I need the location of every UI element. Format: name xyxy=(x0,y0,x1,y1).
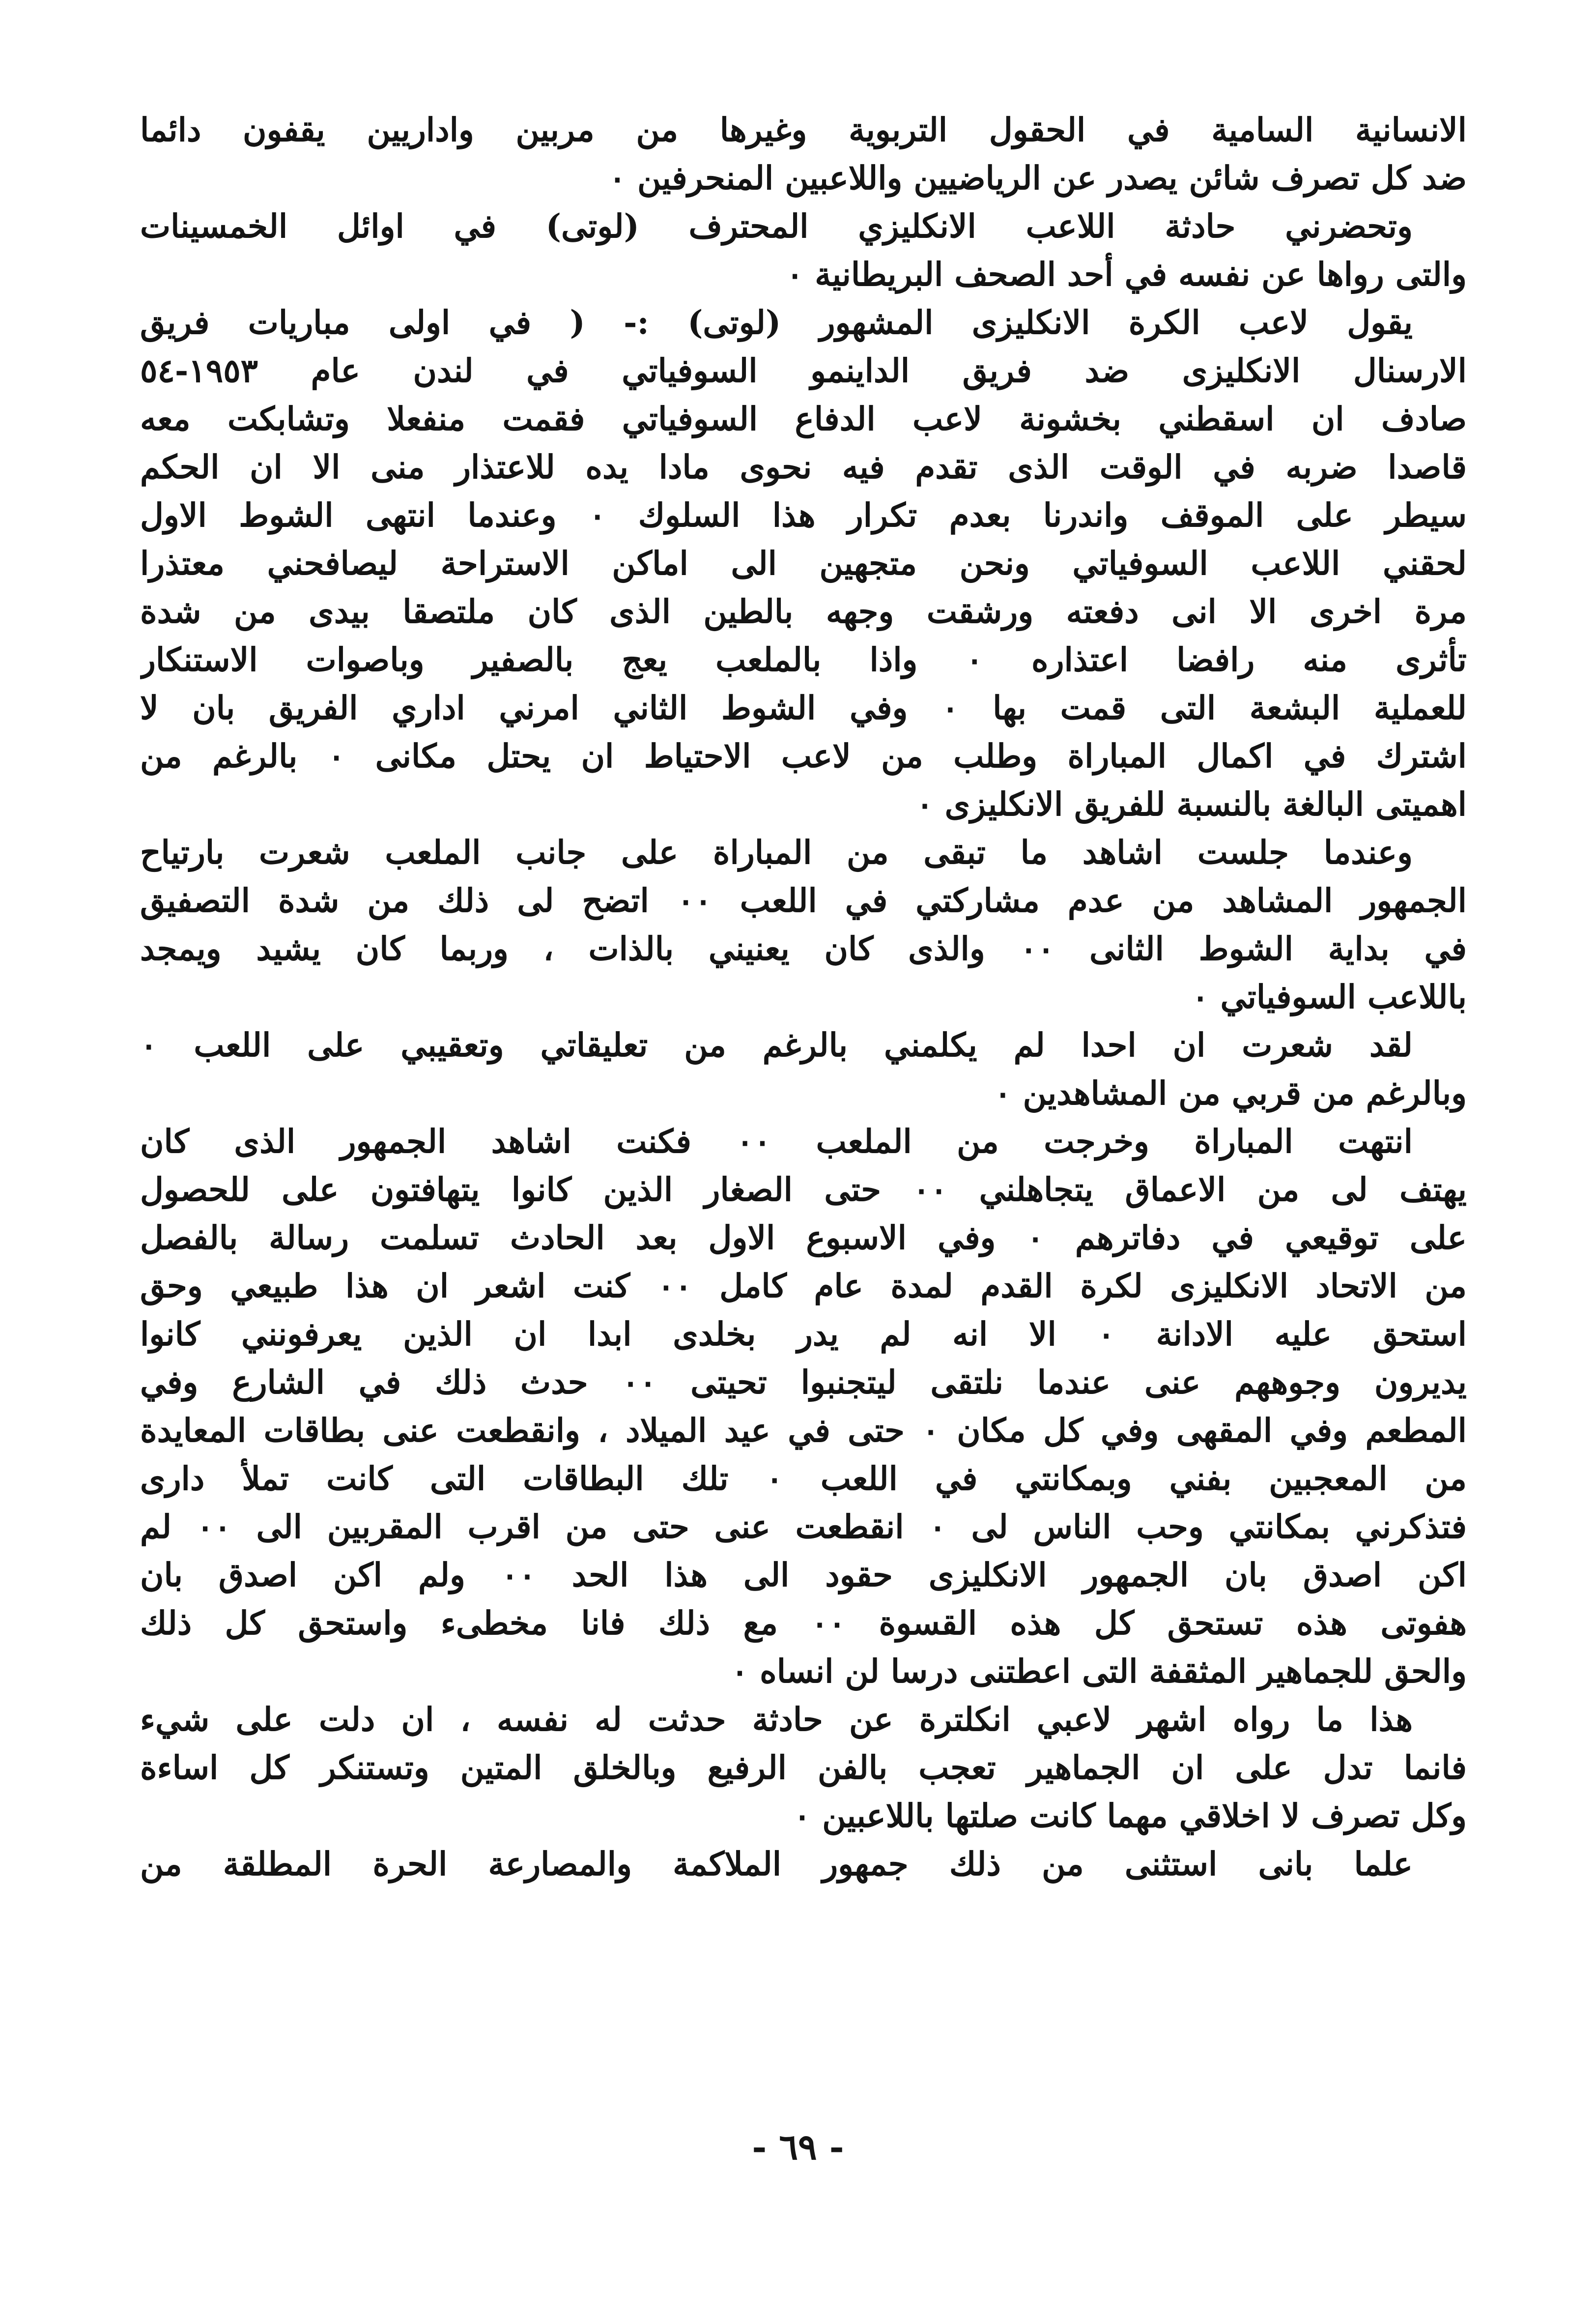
text-line: لقد شعرت ان احدا لم يكلمني بالرغم من تعليقاتي وتعقيبي على اللعب ٠ xyxy=(140,1026,1413,1064)
text-line: يقول لاعب الكرة الانكليزى المشهور (لوتى) :- ( في اولى مباريات فريق xyxy=(140,303,1413,342)
text-line: هذا ما رواه اشهر لاعبي انكلترة عن حادثة حدثت له نفسه ، ان دلت على شيء xyxy=(140,1700,1413,1739)
text-line: قاصدا ضربه في الوقت الذى تقدم فيه نحوى مادا يده للاعتذار منى الا ان الحكم xyxy=(140,448,1467,486)
page-number: - ٦٩ - xyxy=(752,2126,844,2168)
text-line: يهتف لى من الاعماق يتجاهلني ٠٠ حتى الصغار الذين كانوا يتهافتون على للحصول xyxy=(140,1170,1467,1209)
text-line: وتحضرني حادثة اللاعب الانكليزي المحترف (لوتى) في اوائل الخمسينات xyxy=(140,207,1413,245)
text-line: المطعم وفي المقهى وفي كل مكان ٠ حتى في عيد الميلاد ، وانقطعت عنى بطاقات المعايدة xyxy=(140,1411,1467,1450)
text-line: الانسانية السامية في الحقول التربوية وغيرها من مربين واداريين يقفون دائما xyxy=(140,111,1467,149)
text-line: وبالرغم من قربي من المشاهدين ٠ xyxy=(994,1074,1467,1112)
text-line: على توقيعي في دفاترهم ٠ وفي الاسبوع الاول بعد الحادث تسلمت رسالة بالفصل xyxy=(140,1218,1467,1257)
text-line: صادف ان اسقطني بخشونة لاعب الدفاع السوفياتي فقمت منفعلا وتشابكت معه xyxy=(140,400,1467,438)
text-line: اكن اصدق بان الجمهور الانكليزى حقود الى هذا الحد ٠٠ ولم اكن اصدق بان xyxy=(140,1556,1467,1594)
text-line: فتذكرني بمكانتي وحب الناس لى ٠ انقطعت عنى حتى من اقرب المقربين الى ٠٠ لم xyxy=(140,1508,1467,1546)
text-line: الجمهور المشاهد من عدم مشاركتي في اللعب ٠٠ اتضح لى ذلك من شدة التصفيق xyxy=(140,881,1467,920)
text-line: من المعجبين بفني وبمكانتي في اللعب ٠ تلك البطاقات التى كانت تملأ دارى xyxy=(140,1459,1467,1498)
text-line: في بداية الشوط الثانى ٠٠ والذى كان يعنيني بالذات ، وربما كان يشيد ويمجد xyxy=(140,929,1467,968)
text-line: ضد كل تصرف شائن يصدر عن الرياضيين واللاعبين المنحرفين ٠ xyxy=(608,159,1467,197)
text-line: والحق للجماهير المثقفة التى اعطتنى درسا لن انساه ٠ xyxy=(731,1652,1467,1690)
text-line: للعملية البشعة التى قمت بها ٠ وفي الشوط الثاني امرني اداري الفريق بان لا xyxy=(140,689,1467,727)
body-text xyxy=(140,106,1467,1888)
text-line: علما بانى استثنى من ذلك جمهور الملاكمة والمصارعة الحرة المطلقة من xyxy=(140,1845,1413,1883)
text-line: استحق عليه الادانة ٠ الا انه لم يدر بخلدى ابدا ان الذين يعرفونني كانوا xyxy=(140,1315,1467,1353)
text-line: باللاعب السوفياتي ٠ xyxy=(1192,978,1467,1016)
text-line: هفوتى هذه تستحق كل هذه القسوة ٠٠ مع ذلك فانا مخطىء واستحق كل ذلك xyxy=(140,1604,1467,1642)
text-line: من الاتحاد الانكليزى لكرة القدم لمدة عام كامل ٠٠ كنت اشعر ان هذا طبيعي وحق xyxy=(140,1267,1467,1305)
text-line: وكل تصرف لا اخلاقي مهما كانت صلتها باللاعبين ٠ xyxy=(793,1797,1467,1835)
text-line: اهميتى البالغة بالنسبة للفريق الانكليزى ٠ xyxy=(916,785,1467,823)
text-line: تأثرى منه رافضا اعتذاره ٠ واذا بالملعب يعج بالصفير وباصوات الاستنكار xyxy=(140,640,1467,679)
text-line: يديرون وجوههم عنى عندما نلتقى ليتجنبوا تحيتى ٠٠ حدث ذلك في الشارع وفي xyxy=(140,1363,1467,1401)
text-line: لحقني اللاعب السوفياتي ونحن متجهين الى اماكن الاستراحة ليصافحني معتذرا xyxy=(140,544,1467,582)
text-line: الارسنال الانكليزى ضد فريق الداينمو السوفياتي في لندن عام ١٩٥٣-٥٤ xyxy=(140,351,1467,390)
text-line: اشترك في اكمال المباراة وطلب من لاعب الاحتياط ان يحتل مكانى ٠ بالرغم من xyxy=(140,737,1467,775)
text-line: انتهت المباراة وخرجت من الملعب ٠٠ فكنت اشاهد الجمهور الذى كان xyxy=(140,1122,1413,1160)
text-line: سيطر على الموقف واندرنا بعدم تكرار هذا السلوك ٠ وعندما انتهى الشوط الاول xyxy=(140,496,1467,534)
text-line: فانما تدل على ان الجماهير تعجب بالفن الرفيع وبالخلق المتين وتستنكر كل اساءة xyxy=(140,1748,1467,1787)
text-line: وعندما جلست اشاهد ما تبقى من المباراة على جانب الملعب شعرت بارتياح xyxy=(140,833,1413,871)
text-line: مرة اخرى الا انى دفعته ورشقت وجهه بالطين الذى كان ملتصقا بيدى من شدة xyxy=(140,592,1467,631)
text-line: والتى رواها عن نفسه في أحد الصحف البريطانية ٠ xyxy=(786,255,1467,293)
